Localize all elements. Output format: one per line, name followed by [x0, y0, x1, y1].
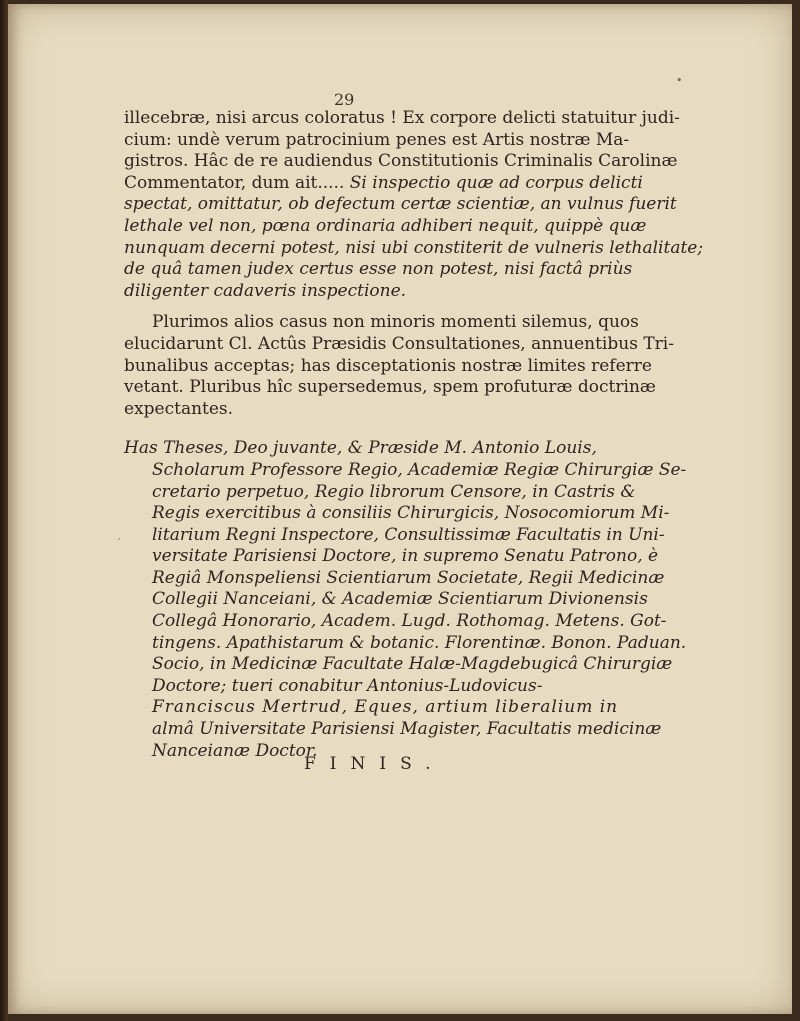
page-number: 29: [334, 90, 355, 109]
text-line: bunalibus acceptas; has disceptationis nostræ limites referre: [124, 355, 652, 376]
text-line: Collegâ Honorario, Academ. Lugd. Rothomag. Metens. Got-: [152, 611, 667, 632]
paragraph-theses: [124, 438, 698, 762]
finis-heading: FINIS.: [304, 754, 445, 774]
text-line: spectat, omittatur, ob defectum certæ scientiæ, an vulnus fuerit: [124, 194, 677, 215]
text-line: Has Theses, Deo juvante, & Præside M. Antonio Louis,: [124, 438, 597, 459]
text-line: diligenter cadaveris inspectione.: [124, 280, 407, 301]
text-line: vetant. Pluribus hîc supersedemus, spem profuturæ doctrinæ: [124, 377, 656, 398]
text-line: Plurimos alios casus non minoris momenti silemus, quos: [152, 312, 639, 333]
text-line: Scholarum Professore Regio, Academiæ Regiæ Chirurgiæ Se-: [152, 459, 687, 480]
text-line: tingens. Apathistarum & botanic. Florentinæ. Bonon. Paduan.: [152, 632, 687, 653]
text-line: almâ Universitate Parisiensi Magister, Facultatis medicinæ: [152, 719, 662, 740]
text-line: Collegii Nanceiani, & Academiæ Scientiarum Divionensis: [152, 589, 648, 610]
text-line: litarium Regni Inspectore, Consultissimæ Facultatis in Uni-: [152, 524, 665, 545]
text-line: Commentator, dum ait..... Si inspectio quæ ad corpus delicti: [124, 172, 643, 193]
text-line: nunquam decerni potest, nisi ubi constiterit de vulneris lethalitate;: [124, 237, 704, 258]
text-line: Doctore; tueri conabitur Antonius-Ludovicus-: [152, 675, 543, 696]
text-line: versitate Parisiensi Doctore, in supremo Senatu Patrono, è: [152, 546, 659, 567]
text-line: elucidarunt Cl. Actûs Præsidis Consultationes, annuentibus Tri-: [124, 333, 674, 354]
text-line: de quâ tamen judex certus esse non potest, nisi factâ priùs: [124, 259, 633, 280]
body-text: [124, 108, 704, 762]
paragraph-plurimos: [124, 312, 698, 420]
text-line: Regis exercitibus à consiliis Chirurgicis, Nosocomiorum Mi-: [152, 503, 670, 524]
book-page: [8, 4, 792, 1014]
text-line: expectantes.: [124, 398, 234, 419]
text-line: cretario perpetuo, Regio librorum Censore, in Castris &: [152, 481, 636, 502]
text-line: cium: undè verum patrocinium penes est Artis nostræ Ma-: [124, 129, 630, 150]
text-line: illecebræ, nisi arcus coloratus ! Ex corpore delicti statuitur judi-: [124, 108, 680, 128]
text-line: lethale vel non, pœna ordinaria adhiberi nequit, quippè quæ: [124, 215, 647, 236]
binding-edge: [0, 0, 8, 1021]
text-line: Franciscus Mertrud, Eques, artium liberalium in: [152, 697, 619, 718]
ink-speck: •: [676, 74, 683, 87]
text-line: gistros. Hâc de re audiendus Constitutionis Criminalis Carolinæ: [124, 151, 678, 172]
text-line: Socio, in Medicinæ Facultate Halæ-Magdebugicâ Chirurgiæ: [152, 654, 673, 675]
text-line: Regiâ Monspeliensi Scientiarum Societate, Regii Medicinæ: [152, 567, 665, 588]
paragraph-delicti: [124, 108, 704, 302]
text-line: Nanceianæ Doctor.: [152, 740, 318, 761]
ink-mark: ′: [118, 536, 121, 549]
